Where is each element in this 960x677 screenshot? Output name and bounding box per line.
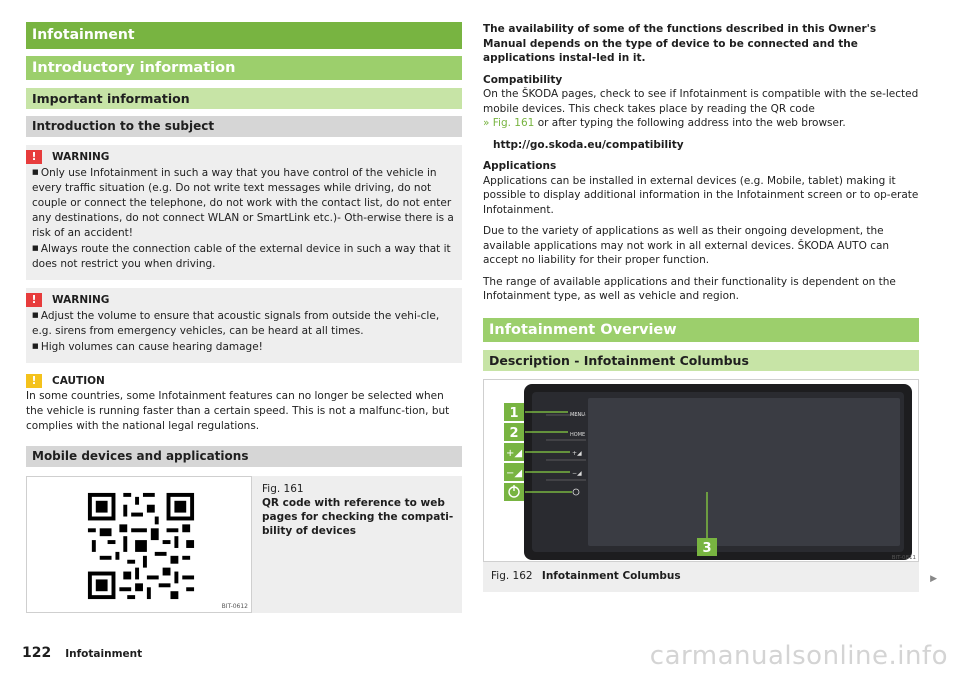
figure-162: [483, 379, 937, 592]
caution-notice: [26, 373, 462, 434]
topic-heading: Introduction to the subject: [26, 116, 462, 137]
warning-icon: !: [26, 293, 42, 307]
svg-text:+◢: +◢: [505, 447, 523, 459]
compatibility-url[interactable]: http://go.skoda.eu/compatibility: [493, 138, 684, 151]
warning-box-2: [26, 288, 462, 363]
figure-title: QR code with reference to web pages for checking the compati-bility of devices: [262, 497, 454, 537]
power-icon: [504, 483, 524, 501]
left-column: [26, 22, 462, 613]
figure-161: [26, 476, 462, 613]
section-heading-overview: Infotainment Overview: [483, 318, 919, 342]
subsection-heading-columbus: Description - Infotainment Columbus: [483, 350, 919, 371]
figure-image: [26, 476, 252, 613]
caution-text: In some countries, some Infotainment features can no longer be selected when the vehicle is running faster than a certain speed. This is not a malfunc-tion, but complies with the national legal regulations.: [26, 390, 450, 432]
warning-bullet: ■ Always route the connection cable of the external device in such a way that it does not restrict you when driving.: [32, 241, 456, 272]
qr-code-image: [84, 489, 198, 603]
warning-title: [26, 292, 456, 308]
compatibility-title: Compatibility: [483, 73, 563, 86]
watermark: carmanualsonline.info: [649, 641, 948, 671]
svg-text:1: 1: [509, 405, 519, 421]
warning-label: WARNING: [52, 150, 110, 163]
home-button-label: HOME: [570, 431, 586, 438]
warning-title: [26, 149, 456, 165]
svg-text:−◢: −◢: [572, 469, 582, 477]
compatibility-text: On the ŠKODA pages, check to see if Infotainment is compatible with the se-lected mobile devices. This check takes place by reading the QR code: [483, 88, 919, 115]
caution-label: CAUTION: [52, 374, 105, 387]
warning-bullet: ■ High volumes can cause hearing damage!: [32, 339, 456, 355]
svg-text:−◢: −◢: [505, 467, 523, 479]
figure-code: BIT-0811: [891, 554, 916, 561]
applications-paragraph: [483, 159, 919, 217]
menu-button-label: MENU: [570, 411, 585, 418]
topic-heading-mobile: Mobile devices and applications: [26, 446, 462, 467]
warning-bullet: ■ Only use Infotainment in such a way that you have control of the vehicle in every traffic situation (e.g. Do not write text messages while driving, do not couple or connect the telephone, do not work with the contact list, do not enter any destinations, do not connect WLAN or SmartLink etc.)- Oth-erwise there is a risk of an accident!: [32, 165, 456, 241]
section-heading: Introductory information: [26, 56, 462, 80]
body-paragraph: Due to the variety of applications as well as their ongoing development, the available applications may not work in all external devices. ŠKODA AUTO can accept no liability for their proper function.: [483, 225, 890, 266]
callout-1: [504, 403, 524, 421]
volume-down-icon: [504, 463, 524, 481]
warning-icon: !: [26, 150, 42, 164]
figure-number: Fig. 162: [491, 569, 533, 582]
figure-reference-link[interactable]: » Fig. 161: [483, 117, 535, 129]
svg-text:2: 2: [509, 425, 519, 441]
warning-box-1: [26, 145, 462, 280]
volume-up-icon: [504, 443, 524, 461]
figure-caption: [491, 570, 681, 582]
applications-text: Applications can be installed in external devices (e.g. Mobile, tablet) making it possible to display additional information in the Infotainment screen or to op-erate Infotainment.: [483, 174, 919, 216]
figure-title: Infotainment Columbus: [541, 569, 681, 582]
continue-arrow-icon: ▶: [930, 573, 937, 584]
compatibility-paragraph: [483, 73, 919, 131]
intro-paragraph: The availability of some of the functions described in this Owner's Manual depends on the type of device to be connected and the applications instal-led in it.: [483, 23, 877, 64]
figure-caption: [252, 476, 462, 613]
right-column: [483, 22, 937, 592]
chapter-heading: Infotainment: [26, 22, 462, 49]
footer-section-title: Infotainment: [65, 648, 143, 660]
figure-code: BIT-0612: [221, 603, 248, 610]
callout-3: [697, 538, 717, 556]
page-footer: [22, 645, 142, 661]
figure-image: [483, 379, 919, 562]
subsection-heading: Important information: [26, 88, 462, 109]
figure-number: Fig. 161: [262, 483, 304, 495]
compatibility-text-b: or after typing the following address into the web browser.: [537, 117, 846, 129]
warning-bullet: ■ Adjust the volume to ensure that acoustic signals from outside the vehi-cle, e.g. sirens from emergency vehicles, can be heard at all times.: [32, 308, 456, 339]
caution-icon: !: [26, 374, 42, 388]
applications-title: Applications: [483, 160, 557, 172]
svg-text:3: 3: [702, 540, 712, 556]
infotainment-illustration: [484, 380, 920, 563]
page-number: 122: [22, 645, 52, 661]
callout-2: [504, 423, 524, 441]
warning-label: WARNING: [52, 293, 110, 306]
body-paragraph: The range of available applications and their functionality is dependent on the Infotainment type, as well as vehicle and region.: [483, 275, 896, 302]
caution-title: [26, 373, 462, 389]
svg-text:+◢: +◢: [572, 449, 582, 457]
